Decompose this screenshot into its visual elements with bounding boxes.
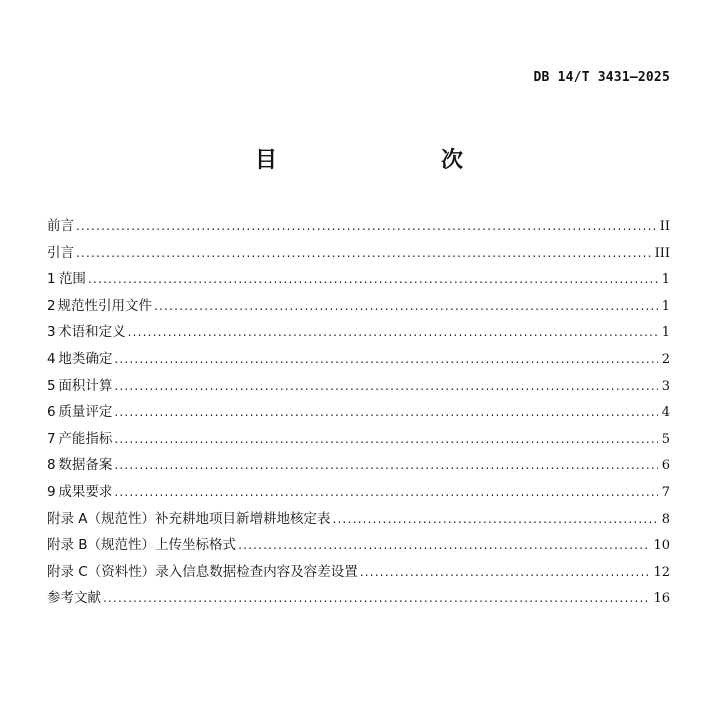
toc-dot-leader	[128, 319, 658, 346]
toc-page-number: 8	[661, 511, 670, 527]
toc-page-number: 2	[661, 351, 670, 367]
toc-dot-leader	[238, 532, 649, 559]
toc-page-number: 1	[661, 298, 670, 314]
toc-dot-leader	[76, 240, 651, 267]
toc-dot-leader	[114, 426, 657, 453]
toc-entry-references[interactable]	[47, 585, 670, 612]
toc-entry-label: 上传坐标格式	[155, 537, 237, 554]
toc-entry-9[interactable]	[47, 479, 670, 506]
toc-entry-label: 质量评定	[58, 404, 113, 421]
toc-dot-leader	[333, 506, 658, 533]
toc-page-number: 1	[661, 325, 670, 341]
toc-entry-label: 引言	[47, 244, 74, 261]
toc-entry-label: 规范性引用文件	[57, 297, 153, 314]
toc-entry-introduction[interactable]	[47, 240, 670, 267]
toc-dot-leader	[114, 399, 657, 426]
toc-dot-leader	[360, 559, 650, 586]
toc-entry-appendix-a[interactable]	[47, 506, 670, 533]
toc-page-number: 6	[661, 458, 670, 474]
toc-dot-leader	[154, 293, 658, 320]
toc-entry-7[interactable]	[47, 426, 670, 453]
table-of-contents	[47, 213, 670, 612]
toc-entry-2[interactable]	[47, 293, 670, 320]
toc-entry-foreword[interactable]	[47, 213, 670, 240]
toc-entry-label: 成果要求	[58, 483, 113, 500]
toc-entry-1[interactable]	[47, 266, 670, 293]
toc-entry-4[interactable]	[47, 346, 670, 373]
toc-dot-leader	[114, 452, 657, 479]
toc-page-number: 3	[661, 378, 670, 394]
toc-page-number: III	[654, 245, 670, 261]
toc-entry-label: 地类确定	[58, 350, 113, 367]
toc-entry-appendix-b[interactable]	[47, 532, 670, 559]
toc-page-number: 4	[661, 405, 670, 421]
toc-entry-3[interactable]	[47, 319, 670, 346]
document-code: DB 14/T 3431—2025	[533, 70, 670, 85]
page-title: 目 次	[254, 148, 503, 173]
toc-page-number: 10	[653, 538, 670, 554]
toc-entry-label: 前言	[47, 218, 74, 234]
toc-entry-number: 7	[47, 430, 56, 447]
toc-dot-leader	[114, 373, 657, 400]
toc-page-number: 1	[661, 272, 670, 288]
toc-entry-number: 1	[47, 271, 56, 288]
toc-page-number: 5	[661, 431, 670, 447]
toc-entry-number: 3	[47, 324, 56, 341]
toc-entry-label: 录入信息数据检查内容及容差设置	[155, 563, 358, 580]
toc-appendix-tag: 附录 B（规范性）	[47, 537, 156, 554]
toc-entry-label: 参考文献	[47, 590, 101, 607]
toc-page-number: II	[659, 219, 670, 234]
toc-page-number: 16	[653, 591, 670, 607]
toc-entry-8[interactable]	[47, 452, 670, 479]
toc-appendix-tag: 附录 C（资料性）	[47, 563, 156, 580]
toc-entry-number: 8	[47, 457, 56, 474]
toc-entry-number: 4	[47, 350, 56, 367]
toc-entry-number: 5	[47, 377, 56, 394]
toc-entry-label: 范围	[58, 271, 86, 288]
toc-entry-number: 6	[47, 404, 56, 421]
toc-entry-label: 术语和定义	[58, 324, 126, 341]
toc-entry-label: 产能指标	[58, 430, 113, 447]
toc-entry-appendix-c[interactable]	[47, 559, 670, 586]
toc-appendix-tag: 附录 A（规范性）	[47, 510, 156, 527]
toc-page-number: 7	[661, 484, 670, 500]
toc-entry-label: 面积计算	[58, 377, 113, 394]
toc-entry-number: 2	[47, 297, 56, 314]
toc-entry-number: 9	[47, 483, 56, 500]
toc-entry-6[interactable]	[47, 399, 670, 426]
toc-dot-leader	[114, 479, 657, 506]
toc-dot-leader	[76, 213, 656, 240]
toc-entry-label: 补充耕地项目新增耕地核定表	[155, 510, 331, 527]
toc-dot-leader	[114, 346, 657, 373]
toc-page-number: 12	[653, 564, 670, 580]
toc-dot-leader	[103, 585, 649, 612]
toc-dot-leader	[88, 266, 658, 293]
toc-entry-5[interactable]	[47, 373, 670, 400]
toc-entry-label: 数据备案	[58, 457, 113, 474]
